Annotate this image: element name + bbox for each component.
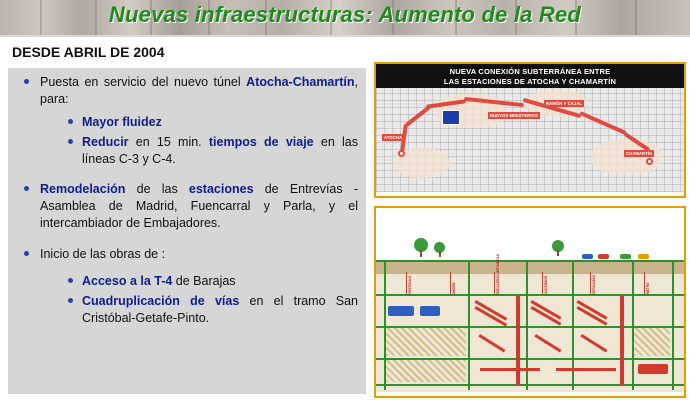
tree-trunk [439, 251, 441, 257]
map-terminus-marker [646, 158, 653, 165]
diagram-slab-line [376, 294, 684, 296]
map-panel [374, 62, 686, 198]
bullet-text-part: en el tramo San Cristóbal-Getafe-Pinto. [82, 293, 359, 325]
bullet-text-part: Puesta en servicio del nuevo túnel [40, 75, 247, 89]
diagram-label: CERCANÍAS [592, 275, 596, 294]
diagram-label: ESCALERAS MECÁNICAS [496, 254, 500, 294]
map-caption-line1: NUEVA CONEXIÓN SUBTERRÁNEA ENTRE [449, 67, 611, 76]
diagram-label: ASCENSOR [544, 275, 548, 294]
bullet-text-part: de las [125, 182, 189, 197]
map-station-label: ATOCHA [384, 135, 403, 140]
tree-trunk [420, 250, 422, 257]
subbullet-acceso-t4 [66, 273, 358, 290]
page-title: Nuevas infraestructuras: Aumento de la Red [108, 2, 582, 27]
map-station-logo [442, 110, 460, 125]
diagram-label: METRO [646, 282, 650, 294]
bullet-text-part: tiempos de viaje [208, 134, 314, 149]
map-terminus-marker [398, 150, 405, 157]
bullet-text-part: Atocha-Chamartín [246, 75, 355, 89]
map-caption-line2: LAS ESTACIONES DE ATOCHA Y CHAMARTÍN [443, 77, 617, 86]
section-subtitle: DESDE ABRIL DE 2004 [12, 44, 165, 60]
bullet-dot-icon [24, 79, 29, 84]
subbullet-reducir [66, 134, 358, 168]
train-icon [388, 306, 414, 316]
diagram-label: ANDÉN [452, 282, 456, 294]
station-section-diagram [374, 206, 686, 398]
car-icon [598, 254, 609, 259]
bullet-dot-icon [68, 278, 73, 283]
car-icon [582, 254, 593, 259]
label-leader-line [406, 272, 407, 294]
bullet-text-part: Cuadruplicación de vías [82, 293, 240, 308]
elevator-shaft [620, 296, 624, 386]
diagram-structure-line [468, 260, 470, 390]
bullet-text-part: Remodelación [40, 182, 126, 197]
diagram-slab-line [376, 384, 684, 386]
bullet-text-part: de Barajas [172, 273, 236, 288]
content-panel [8, 68, 366, 394]
bullet-tunel [18, 74, 358, 167]
diagram-label: VESTÍBULO [408, 275, 412, 294]
map-station-label: NUEVOS MINISTERIOS [490, 113, 538, 118]
label-leader-line [644, 272, 645, 294]
diagram-structure-line [632, 260, 634, 390]
label-leader-line [450, 272, 451, 294]
train-icon [638, 364, 668, 374]
label-leader-line [494, 272, 495, 294]
diagram-fill-hatch [634, 328, 670, 356]
bullet-text-part: en las líneas C-3 y C-4. [82, 134, 358, 166]
diagram-fill-hatch [386, 360, 466, 382]
bullet-text-part: Acceso a la T-4 [82, 273, 173, 288]
subbullet-list [66, 273, 358, 327]
subbullet-list [66, 114, 358, 168]
bullet-text-part: Mayor fluidez [82, 114, 162, 129]
bullet-list [18, 74, 358, 337]
track-line [480, 368, 540, 371]
map-station-label: RAMÓN Y CAJAL [546, 101, 583, 106]
bullet-inicio-obras [18, 246, 358, 327]
bullet-text-part: en 15 min. [128, 134, 209, 149]
subbullet-cuadruplicacion [66, 293, 358, 327]
diagram-fill-hatch [386, 328, 466, 356]
bullet-dot-icon [68, 119, 73, 124]
subbullet-fluidez [66, 114, 358, 131]
tree-trunk [557, 250, 559, 256]
map-station-label: CHAMARTÍN [626, 151, 653, 156]
bullet-text-part: , para: [40, 75, 358, 106]
diagram-structure-line [672, 260, 674, 390]
label-leader-line [590, 272, 591, 294]
bullet-text-part: estaciones [188, 182, 254, 197]
track-line [556, 368, 616, 371]
map-area-blob [591, 140, 661, 174]
train-icon [420, 306, 440, 316]
bullet-dot-icon [68, 298, 73, 303]
header-divider [0, 35, 690, 37]
label-leader-line [542, 272, 543, 294]
bullet-dot-icon [24, 186, 29, 191]
car-icon [638, 254, 649, 259]
bullet-dot-icon [24, 251, 29, 256]
bullet-remodelacion [18, 181, 358, 232]
map-body [376, 88, 684, 192]
bullet-dot-icon [68, 139, 73, 144]
bullet-text-part: de Entrevías - Asamblea de Madrid, Fuencarral y Parla, y el intercambiador de Embajadores. [40, 182, 358, 231]
diagram-sky [376, 208, 684, 260]
bullet-text-part: Reducir [82, 134, 129, 149]
car-icon [620, 254, 631, 259]
elevator-shaft [516, 296, 520, 386]
map-caption [376, 64, 684, 88]
bullet-text-part: Inicio de las obras de : [40, 247, 166, 261]
